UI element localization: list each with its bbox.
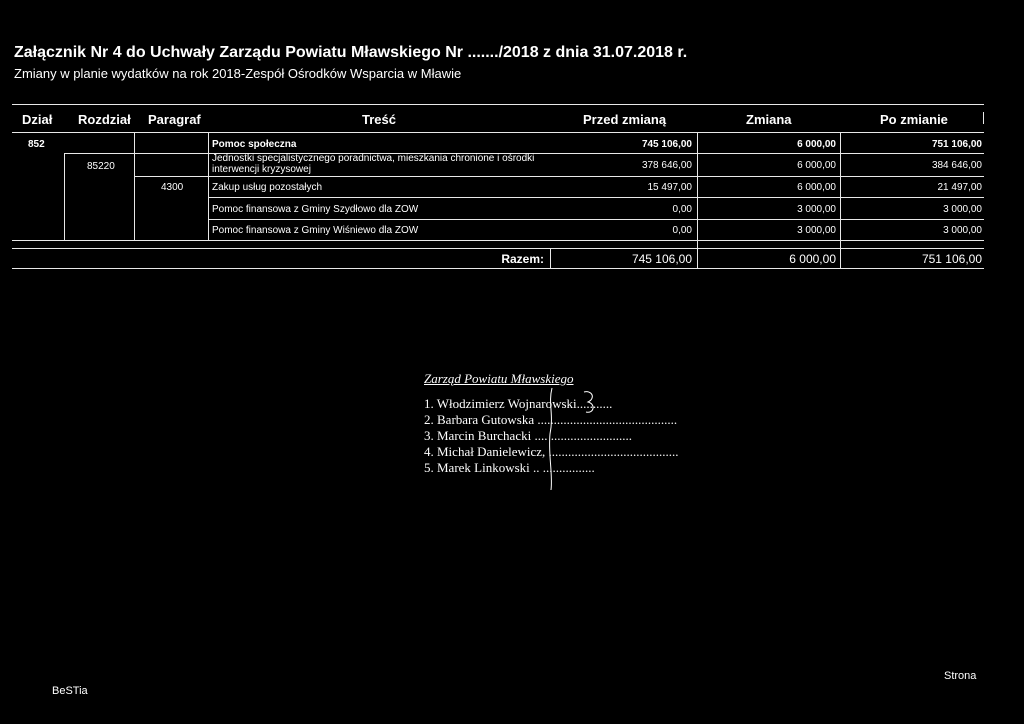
board-member: 3. Marcin Burchacki .... ......................... [424,428,632,443]
document-subtitle: Zmiany w planie wydatków na rok 2018-Zespół Ośrodków Wsparcia w Mławie [14,66,462,81]
total-zmiana: 6 000,00 [789,252,836,266]
total-top-border [12,248,984,249]
table-row-przed: 0,00 [672,204,692,215]
column-header-po-zmianie: Po zmianie [880,112,948,127]
table-row-zmiana: 6 000,00 [797,160,836,171]
column-divider [697,132,698,268]
column-divider [64,153,65,240]
document-title: Załącznik Nr 4 do Uchwały Zarządu Powiatu Mławskiego Nr ......./2018 z dnia 31.07.2018 r. [14,44,688,61]
table-bottom-border [12,240,984,241]
handwritten-signature [540,384,610,494]
table-row-tresc: Zakup usług pozostałych [212,182,323,193]
column-header-rozdzial: Rozdział [78,112,131,127]
column-header-zmiana: Zmiana [746,112,792,127]
row-divider [134,176,984,177]
table-row-tresc: Pomoc finansowa z Gminy Szydłowo dla ZOW [212,204,419,215]
column-header-tresc: Treść [362,112,396,127]
table-row-po: 751 106,00 [931,139,982,150]
column-header-paragraf: Paragraf [148,112,201,127]
board-member: 4. Michał Danielewicz, ........................................ [424,444,679,459]
table-row-przed: 378 646,00 [641,160,692,171]
table-row-zmiana: 3 000,00 [797,204,836,215]
table-row-zmiana: 6 000,00 [797,182,836,193]
row-divider [208,197,984,198]
board-member: 2. Barbara Gutowska ........................................... [424,412,678,427]
table-row-po: 3 000,00 [943,204,982,215]
board-heading: Zarząd Powiatu Mławskiego [424,371,574,386]
table-row-zmiana: 6 000,00 [797,139,836,150]
table-row-przed: 0,00 [672,225,692,236]
table-row-paragraf: 4300 [161,182,184,193]
board-member: 1. Włodzimierz Wojnarowski........... [424,396,613,411]
table-row-tresc-cont: interwencji kryzysowej [212,164,311,175]
column-divider [208,132,209,240]
total-bottom-border [12,268,984,269]
table-row-tresc: Jednostki specjalistycznego poradnictwa, mieszkania chronione i ośrodki [212,153,535,164]
total-label: Razem: [501,252,544,266]
board-member: 5. Marek Linkowski .. ................ [424,460,595,475]
total-przed: 745 106,00 [631,252,692,266]
table-row-tresc: Pomoc finansowa z Gminy Wiśniewo dla ZOW [212,225,419,236]
table-row-przed: 745 106,00 [641,139,692,150]
table-row-rozdzial: 85220 [87,161,115,172]
table-top-border [12,104,984,105]
total-po: 751 106,00 [921,252,982,266]
header-edge-mark [983,112,984,124]
column-header-dzial: Dział [22,112,53,127]
table-row-po: 384 646,00 [931,160,982,171]
table-row-po: 3 000,00 [943,225,982,236]
column-header-przed-zmiana: Przed zmianą [583,112,667,127]
column-divider [840,132,841,268]
column-divider [134,132,135,240]
table-row-przed: 15 497,00 [647,182,692,193]
row-divider [208,219,984,220]
footer-right: Strona [944,670,977,682]
footer-left: BeSTia [52,685,88,697]
table-row-tresc: Pomoc społeczna [212,139,297,150]
table-row-zmiana: 3 000,00 [797,225,836,236]
table-row-po: 21 497,00 [937,182,982,193]
table-row-dzial: 852 [28,139,45,150]
column-divider [550,248,551,268]
table-header-border [12,132,984,133]
